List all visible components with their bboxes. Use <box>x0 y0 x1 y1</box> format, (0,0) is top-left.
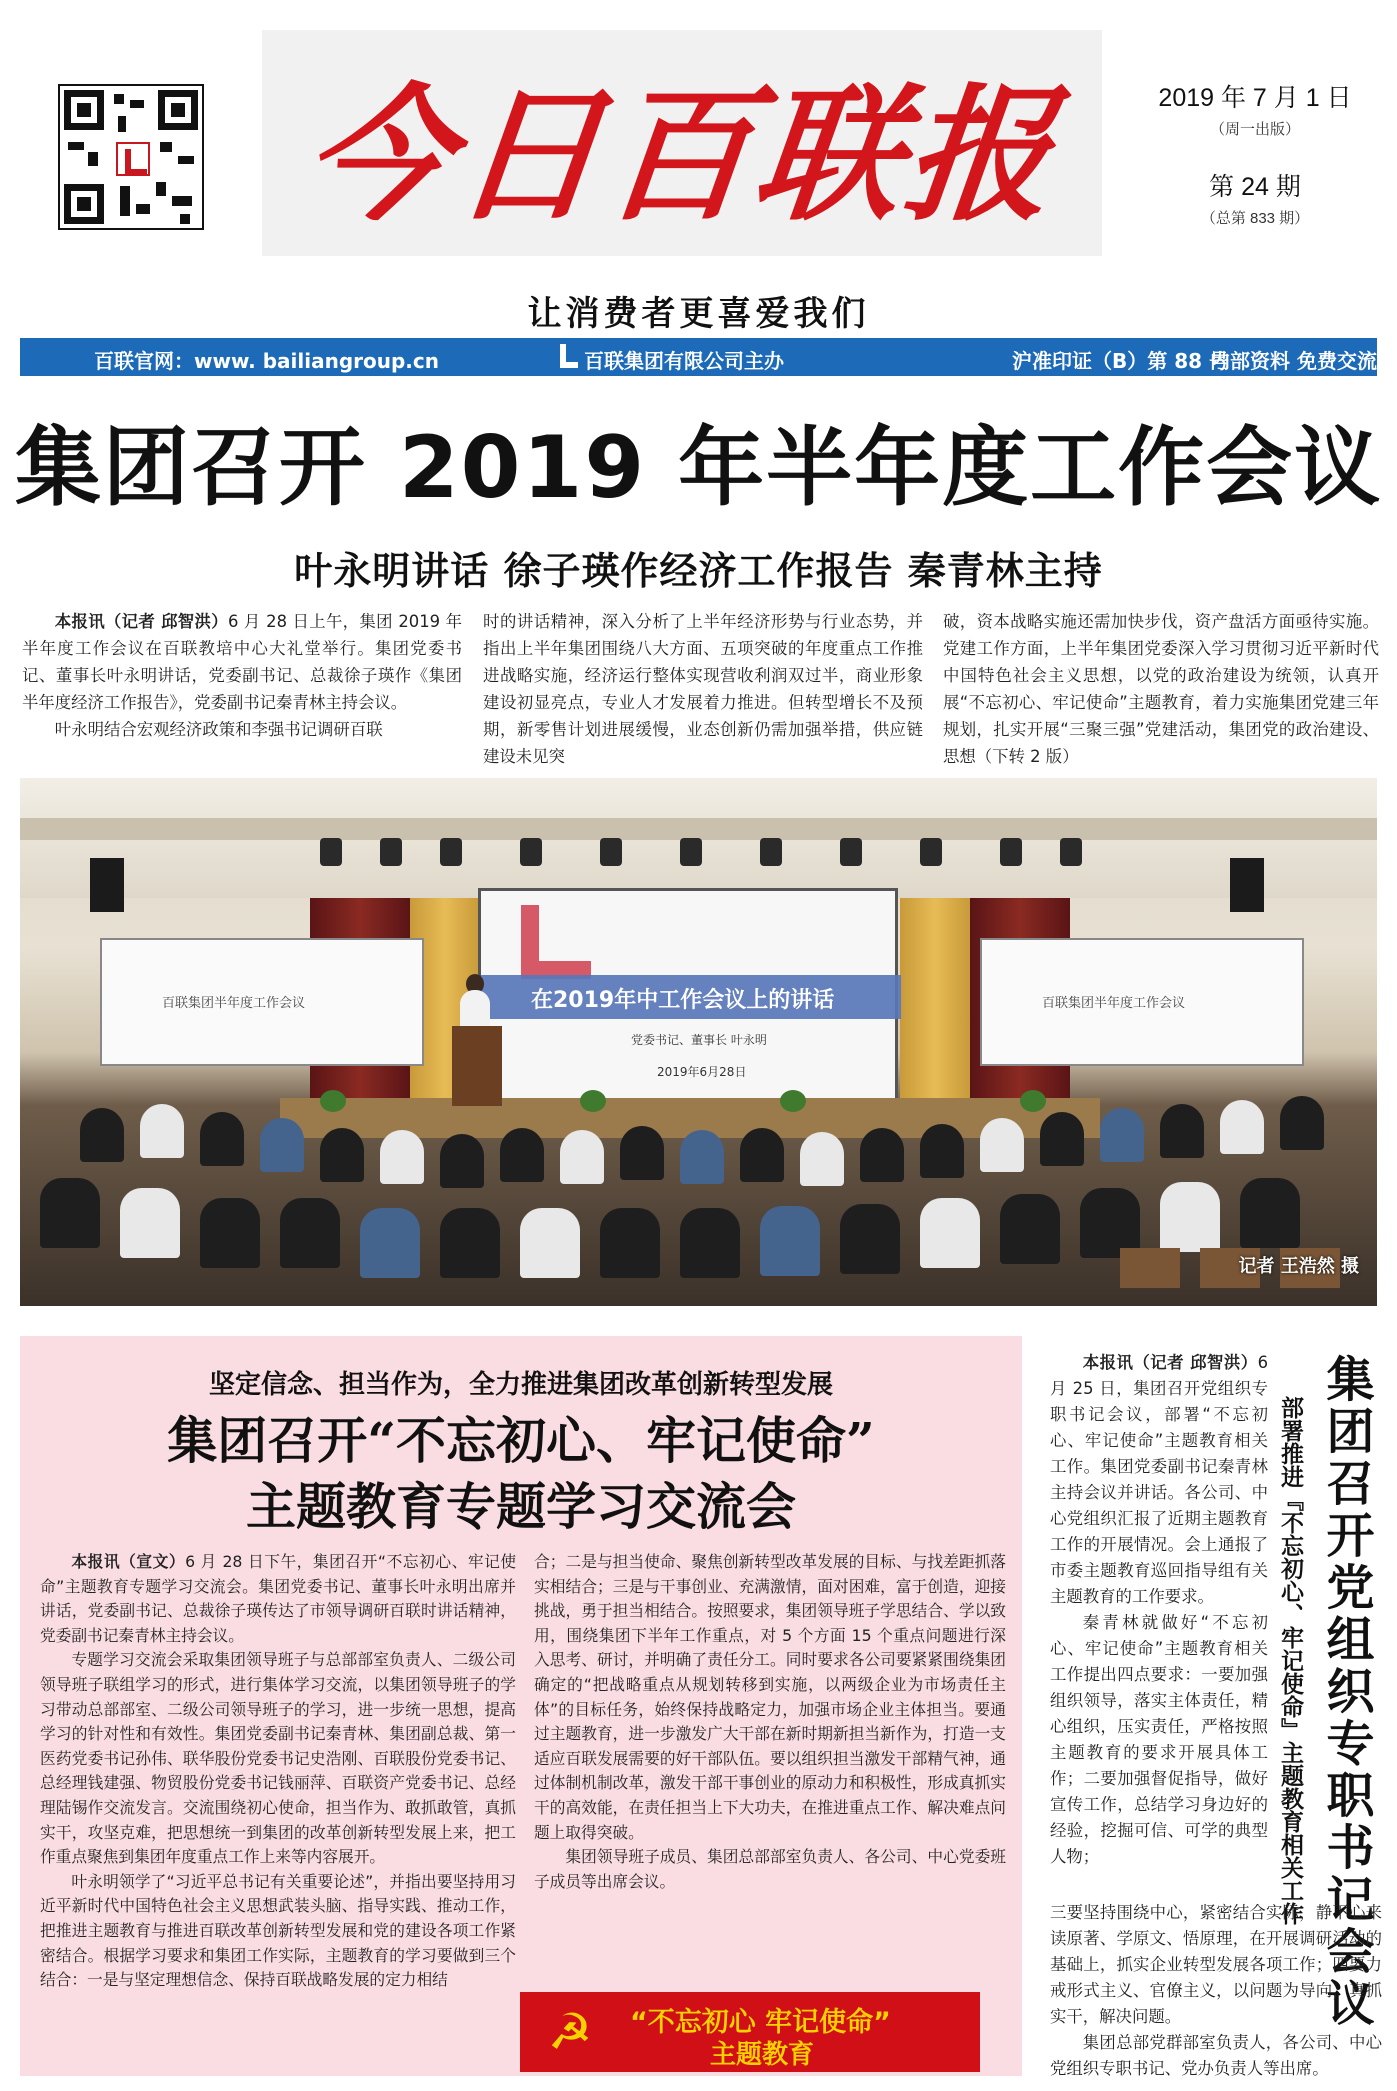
paragraph: 6 月 25 日，集团召开党组织专职书记会议，部署“不忘初心、牢记使命”主题教育相关工作。集团党委副书记秦青林主持会议并讲话。各公司、中心党组织汇报了近期主题教育工作的开展情况。会上通报了市委主题教育巡回指导组有关主题教育的工作要求。 <box>1050 1353 1268 1606</box>
bailian-logo-icon <box>521 905 591 979</box>
paragraph: 秦青林就做好“不忘初心、牢记使命”主题教育相关工作提出四点要求：一要加强组织领导，落实主体责任，精心组织，压实责任，严格按照主题教育的要求开展具体工作；二要加强督促指导，做好宣传工作，总结学习身边好的经验，挖掘可信、可学的典型人物； <box>1050 1613 1268 1866</box>
lead-subhead: 叶永明讲话 徐子瑛作经济工作报告 秦青林主持 <box>294 548 1103 593</box>
paper-name: 今日百联报 <box>296 70 1065 241</box>
paragraph: 三要坚持围绕中心，紧密结合实际，静下心来读原著、学原文、悟原理，在开展调研活动的基础上，抓实企业转型发展各项工作；四要力戒形式主义、官僚主义，以问题为导向，真抓实干，解决问题。 <box>1050 1903 1382 2026</box>
paragraph: 6 月 28 日下午，集团召开“不忘初心、牢记使命”主题教育专题学习交流会。集团党委书记、董事长叶永明出席并讲话，党委副书记、总裁徐子瑛传达了市领导调研百联时讲话精神，党委副书记秦青林主持会议。 <box>40 1552 517 1645</box>
main-screen-title: 在2019年中工作会议上的讲话 <box>531 988 835 1013</box>
total-issue-number: （总第 833 期） <box>1200 210 1310 227</box>
paragraph: 叶永明领学了“习近平总书记有关重要论述”，并指出要坚持用习近平新时代中国特色社会主义思想武装头脑、指导实践、推动工作，把推进主题教育与推进百联改革创新转型发展和党的建设各项工作紧密结合。根据学习要求和集团工作实际，主题教育的学习要做到三个结合：一是与坚定理想信念、保持百联战略发展的定力相结 <box>40 1871 516 1990</box>
registration-number: 沪准印证（B）第 88 号 <box>1012 349 1230 373</box>
lighting-beam <box>20 818 1377 840</box>
slogan: 让消费者更喜爱我们 <box>527 294 870 334</box>
feature-story-box <box>20 1336 1022 2076</box>
paragraph: 专题学习交流会采取集团领导班子与总部部室负责人、二级公司领导班子联组学习的形式，进行集体学习交流，以集团领导班子的学习带动总部部室、二级公司领导班子的学习，进一步统一思想，提高学习的针对性和有效性。集团党委副书记秦青林、集团副总裁、第一医药党委书记孙伟、联华股份党委书记史浩刚、百联股份党委书记、总经理钱建强、物贸股份党委书记钱丽萍、百联资产党委书记、总经理陆锡作交流发言。交流围绕初心使命，担当作为、敢抓敢管，真抓实干，攻坚克难，把思想统一到集团的改革创新转型发展上来，把工作重点聚焦到集团年度重点工作上来等内容展开。 <box>40 1650 516 1867</box>
paragraph: 破，资本战略实施还需加快步伐，资产盘活方面亟待实施。党建工作方面，上半年集团党委深入学习贯彻习近平新时代中国特色社会主义思想，以党的政治建设为统领，认真开展“不忘初心、牢记使命”主题教育，着力实施集团党建三年规划，扎实开展“三聚三强”党建活动，集团党的政治建设、思想（下转 2 版） <box>943 612 1379 766</box>
frequency-note: （周一出版） <box>1209 121 1300 138</box>
paragraph: 时的讲话精神，深入分析了上半年经济形势与行业态势，并指出上半年集团围绕八大方面、五项突破的年度重点工作推进战略实施，经济运行整体实现营收利润双过半，商业形象建设初显亮点，专业人才发展着力推进。但转型增长不及预期，新零售计划进展缓慢，业态创新仍需加强举措，供应链建设未见突 <box>483 612 923 766</box>
issue-info <box>1140 78 1370 228</box>
masthead-title-box <box>262 30 1102 256</box>
main-screen-date: 2019年6月28日 <box>657 1065 747 1079</box>
feature-column-2 <box>534 1550 1006 1894</box>
side-screen-text: 百联集团半年度工作会议 <box>162 996 306 1011</box>
qr-finder <box>64 90 104 130</box>
qr-finder <box>64 184 104 224</box>
qr-code <box>58 84 204 230</box>
side-story-subtitle: 部署推进『不忘初心、牢记使命』主题教育相关工作 <box>1277 1396 1303 1925</box>
host-organization: 百联集团有限公司主办 <box>584 349 784 373</box>
lead-headline: 集团召开 2019 年半年度工作会议 <box>14 418 1383 518</box>
podium <box>452 1026 502 1106</box>
feature-headline-line: 主题教育专题学习交流会 <box>246 1477 796 1536</box>
theme-education-banner <box>520 1992 980 2072</box>
side-screen <box>980 938 1304 1066</box>
website-link[interactable]: 百联官网：www. bailiangroup.cn <box>94 349 439 373</box>
side-story-title: 集团召开党组织专职书记会议 <box>1318 1354 1374 2030</box>
lead-column-1 <box>22 608 462 743</box>
issue-date: 2019 年 7 月 1 日 <box>1158 84 1352 112</box>
issue-number: 第 24 期 <box>1209 173 1301 201</box>
paragraph: 集团总部党群部室负责人，各公司、中心党组织专职书记、党办负责人等出席。 <box>1050 2033 1382 2078</box>
side-story-column-wide <box>1050 1900 1382 2082</box>
distribution-note: 内部资料 免费交流 <box>1210 349 1377 373</box>
lead-column-3 <box>943 608 1379 770</box>
lead-column-2 <box>483 608 923 770</box>
party-emblem-icon: ☭ <box>547 2003 593 2061</box>
feature-headline <box>20 1408 1022 1540</box>
feature-headline-line: 集团召开“不忘初心、牢记使命” <box>167 1411 875 1470</box>
feature-column-1 <box>40 1550 516 1993</box>
paragraph: 集团领导班子成员、集团总部部室负责人、各公司、中心党委班子成员等出席会议。 <box>534 1847 1006 1891</box>
side-story-column <box>1050 1350 1268 1870</box>
main-screen-byline: 党委书记、董事长 叶永明 <box>631 1033 767 1047</box>
feature-kicker: 坚定信念、担当作为，全力推进集团改革创新转型发展 <box>208 1370 833 1400</box>
photo-credit: 记者 王浩然 摄 <box>1238 1256 1359 1277</box>
info-bar <box>20 338 1377 376</box>
byline: 本报讯（宣文） <box>71 1552 186 1571</box>
byline: 本报讯（记者 邱智洪） <box>54 612 228 631</box>
banner-line-1: “不忘初心 牢记使命” <box>630 2007 891 2038</box>
bailian-logo-icon <box>116 142 150 176</box>
paragraph: 合；二是与担当使命、聚焦创新转型改革发展的目标、与找差距抓落实相结合；三是与干事创业、充满激情，面对困难，富于创造，迎接挑战，勇于担当相结合。按照要求，集团领导班子学思结合、学以致用，围绕集团下半年工作重点，对 5 个方面 15 个重点问题进行深入思考、研讨，并明确了责任分工。同时要求各公司要紧紧围绕集团确定的“把战略重点从规划转移到实施，以两级企业为市场责任主体”的目标任务，始终保持战略定力，加强市场企业主体担当。要通过主题教育，进一步激发广大干部在新时期新担当新作为，打造一支适应百联发展需要的好干部队伍。要以组织担当激发干部精气神，通过体制机制改革，激发干部干事创业的原动力和积极性，形成真抓实干的高效能，在责任担当上下大功夫，在推进重点工作、解决难点问题上取得突破。 <box>534 1552 1006 1842</box>
side-screen-text: 百联集团半年度工作会议 <box>1042 996 1186 1011</box>
banner-line-2: 主题教育 <box>710 2040 815 2070</box>
byline: 本报讯（记者 邱智洪） <box>1082 1353 1258 1372</box>
qr-finder <box>158 90 198 130</box>
paragraph: 叶永明结合宏观经济政策和李强书记调研百联 <box>54 720 383 739</box>
bailian-logo-icon <box>560 344 578 368</box>
main-screen <box>478 888 898 1116</box>
paragraph: 6 月 28 日上午，集团 2019 年半年度工作会议在百联教培中心大礼堂举行。集团党委书记、董事长叶永明讲话，党委副书记、总裁徐子瑛作《集团半年度经济工作报告》，党委副书记秦青林主持会议。 <box>22 612 462 712</box>
meeting-photo <box>20 778 1377 1306</box>
side-screen <box>100 938 424 1066</box>
